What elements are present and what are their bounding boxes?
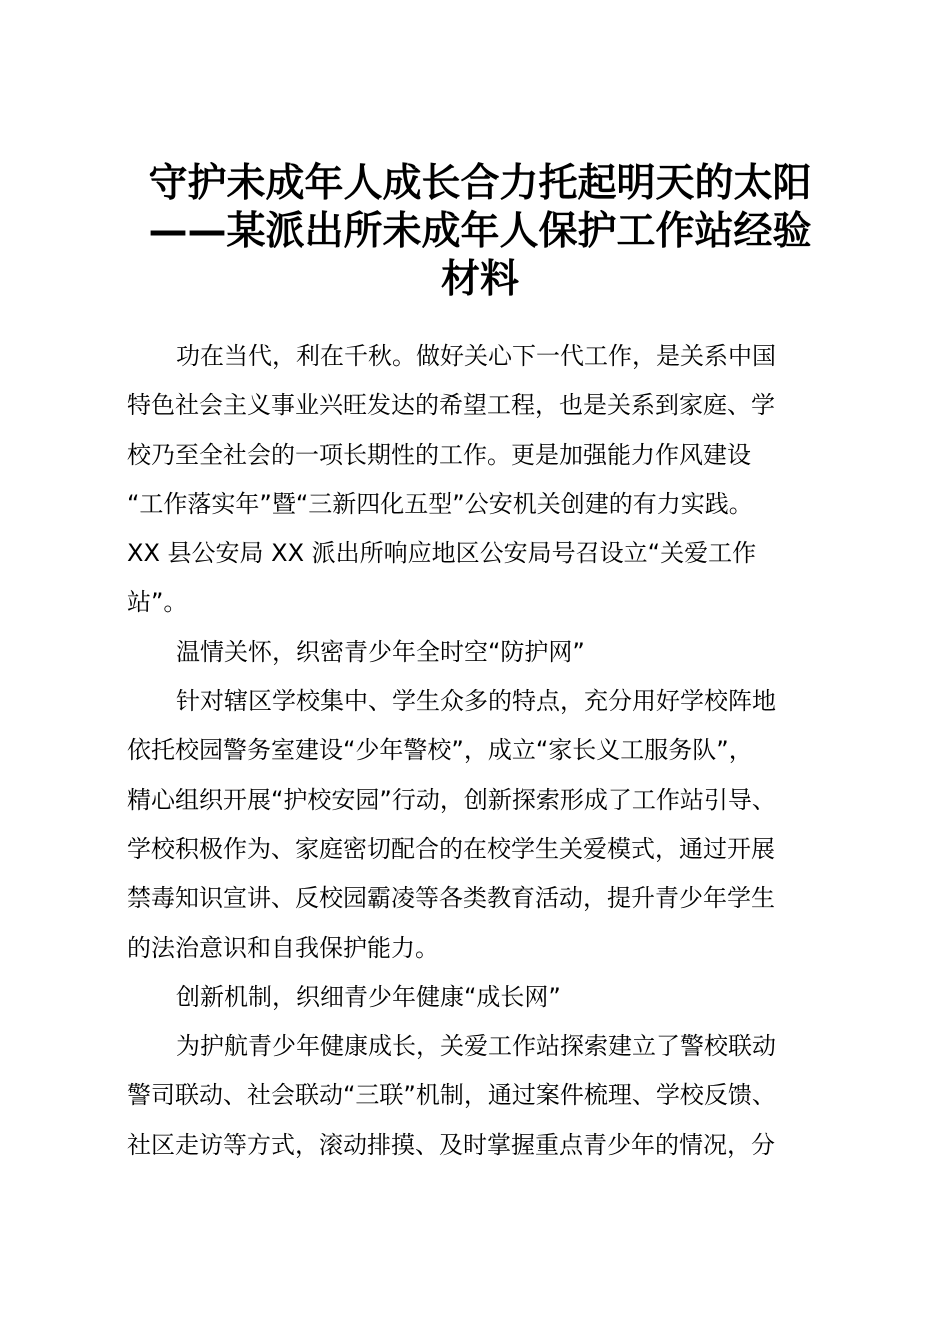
section-heading [127,973,832,1022]
title-line: 守护未成年人成长合力托起明天的太阳 [148,161,812,206]
paragraph-intro [127,332,832,628]
paragraph-line: 温情关怀，织密青少年全时空“防护网” [176,637,585,666]
paragraph-line: 为护航青少年健康成长，关爱工作站探索建立了警校联动 [176,1032,776,1061]
document-title [110,160,850,304]
document-body [127,332,832,1170]
paragraph-line: “工作落实年”暨“三新四化五型”公安机关创建的有力实践。 [127,489,753,518]
paragraph-growth-net [127,1022,832,1170]
paragraph-line: 特色社会主义事业兴旺发达的希望工程，也是关系到家庭、学 [127,391,775,420]
paragraph-line: 的法治意识和自我保护能力。 [127,933,439,962]
paragraph-protection-net [127,677,832,973]
paragraph-line: 依托校园警务室建设“少年警校”，成立“家长义工服务队”， [127,736,753,765]
title-line: 材料 [440,257,519,302]
paragraph-line: 创新机制，织细青少年健康“成长网” [176,982,561,1011]
paragraph-line: 精心组织开展“护校安园”行动，创新探索形成了工作站引导、 [127,785,776,814]
title-line: ——某派出所未成年人保护工作站经验 [148,209,812,254]
paragraph-line: 警司联动、社会联动“三联”机制，通过案件梳理、学校反馈、 [127,1081,776,1110]
paragraph-line: 针对辖区学校集中、学生众多的特点，充分用好学校阵地 [176,687,776,716]
paragraph-line: 站”。 [127,588,188,617]
section-heading [127,628,832,677]
paragraph-line: 校乃至全社会的一项长期性的工作。更是加强能力作风建设 [127,440,751,469]
paragraph-line: XX 县公安局 XX 派出所响应地区公安局号召设立“关爱工作 [127,539,757,568]
paragraph-line: 学校积极作为、家庭密切配合的在校学生关爱模式，通过开展 [127,834,775,863]
paragraph-line: 功在当代，利在千秋。做好关心下一代工作，是关系中国 [176,342,776,370]
paragraph-line: 社区走访等方式，滚动排摸、及时掌握重点青少年的情况，分 [127,1130,775,1159]
paragraph-line: 禁毒知识宣讲、反校园霸凌等各类教育活动，提升青少年学生 [127,884,775,913]
